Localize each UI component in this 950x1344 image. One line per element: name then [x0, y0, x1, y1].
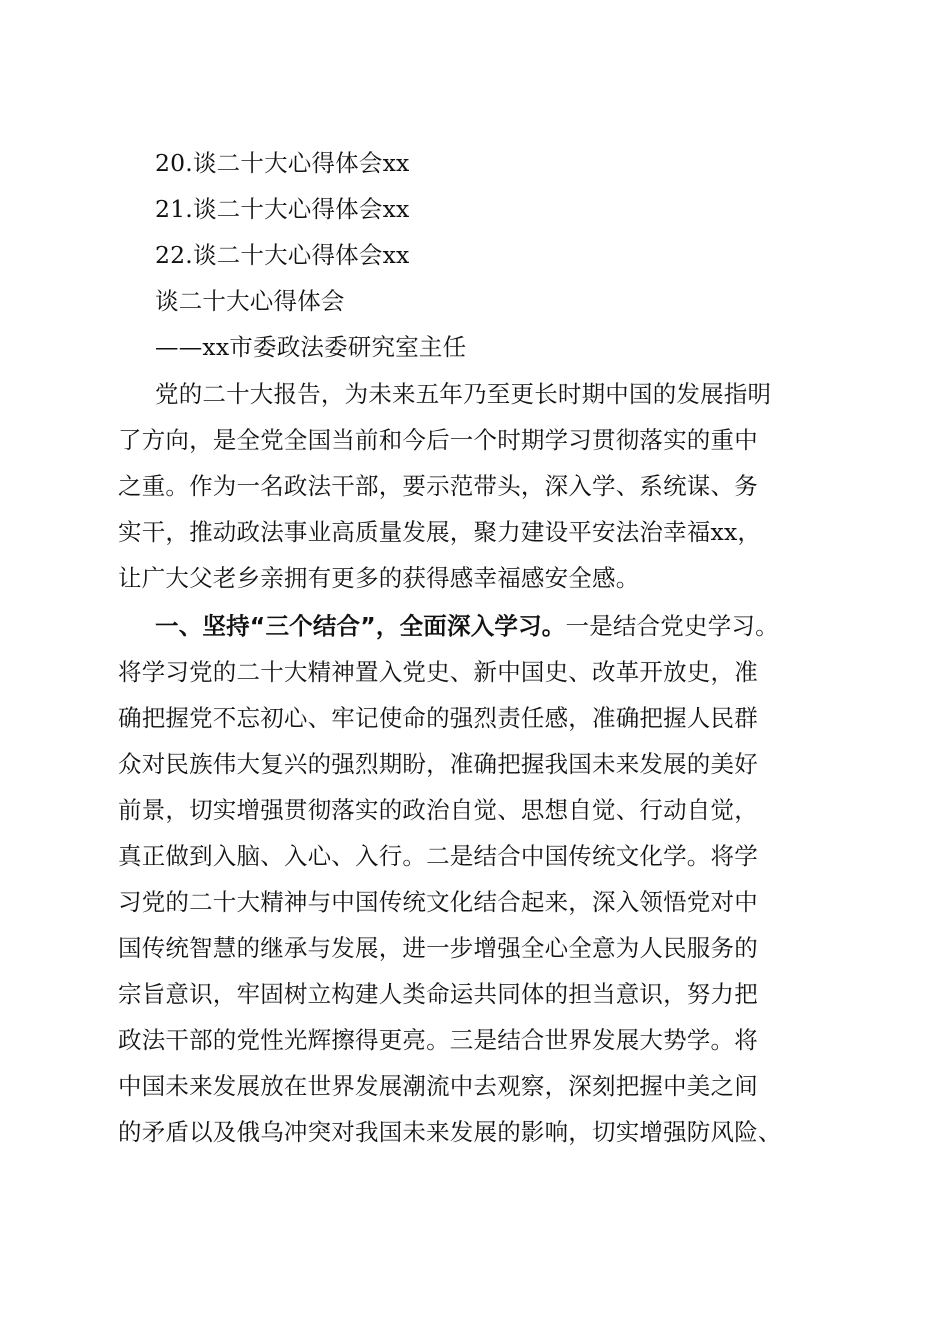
section-1-line: 前景，切实增强贯彻落实的政治自觉、思想自觉、行动自觉，	[118, 796, 758, 824]
intro-line: 实干，推动政法事业高质量发展，聚力建设平安法治幸福xx，	[118, 518, 762, 546]
section-1-line: 国传统智慧的继承与发展，进一步增强全心全意为人民服务的	[118, 934, 758, 962]
intro-line: 让广大父老乡亲拥有更多的获得感幸福感安全感。	[118, 564, 640, 592]
section-1-line: 确把握党不忘初心、牢记使命的强烈责任感，准确把握人民群	[118, 704, 758, 732]
section-1-heading: 一、坚持“三个结合”，全面深入学习。	[155, 612, 566, 640]
section-1-first-line	[155, 603, 875, 649]
section-1-line: 政法干部的党性光辉擦得更亮。三是结合世界发展大势学。将	[118, 1026, 758, 1054]
article-byline: ——xx市委政法委研究室主任	[155, 333, 467, 361]
section-1-line: 的矛盾以及俄乌冲突对我国未来发展的影响，切实增强防风险、	[118, 1118, 782, 1146]
intro-line: 之重。作为一名政法干部，要示范带头，深入学、系统谋、务	[118, 472, 758, 500]
article-title: 谈二十大心得体会	[155, 287, 345, 315]
toc-item-21: 21.谈二十大心得体会xx	[155, 195, 410, 223]
section-1-line: 将学习党的二十大精神置入党史、新中国史、改革开放史，准	[118, 658, 758, 686]
intro-line: 党的二十大报告，为未来五年乃至更长时期中国的发展指明	[155, 380, 772, 408]
section-1-line: 众对民族伟大复兴的强烈期盼，准确把握我国未来发展的美好	[118, 750, 758, 778]
toc-item-22: 22.谈二十大心得体会xx	[155, 241, 410, 269]
section-1-line: 习党的二十大精神与中国传统文化结合起来，深入领悟党对中	[118, 888, 758, 916]
intro-line: 了方向，是全党全国当前和今后一个时期学习贯彻落实的重中	[118, 426, 758, 454]
toc-item-20: 20.谈二十大心得体会xx	[155, 149, 410, 177]
section-1-line: 真正做到入脑、入心、入行。二是结合中国传统文化学。将学	[118, 842, 758, 870]
section-1-line: 宗旨意识，牢固树立构建人类命运共同体的担当意识，努力把	[118, 980, 758, 1008]
section-1-first-line-text: 一是结合党史学习。	[565, 612, 779, 640]
section-1-line: 中国未来发展放在世界发展潮流中去观察，深刻把握中美之间	[118, 1072, 758, 1100]
